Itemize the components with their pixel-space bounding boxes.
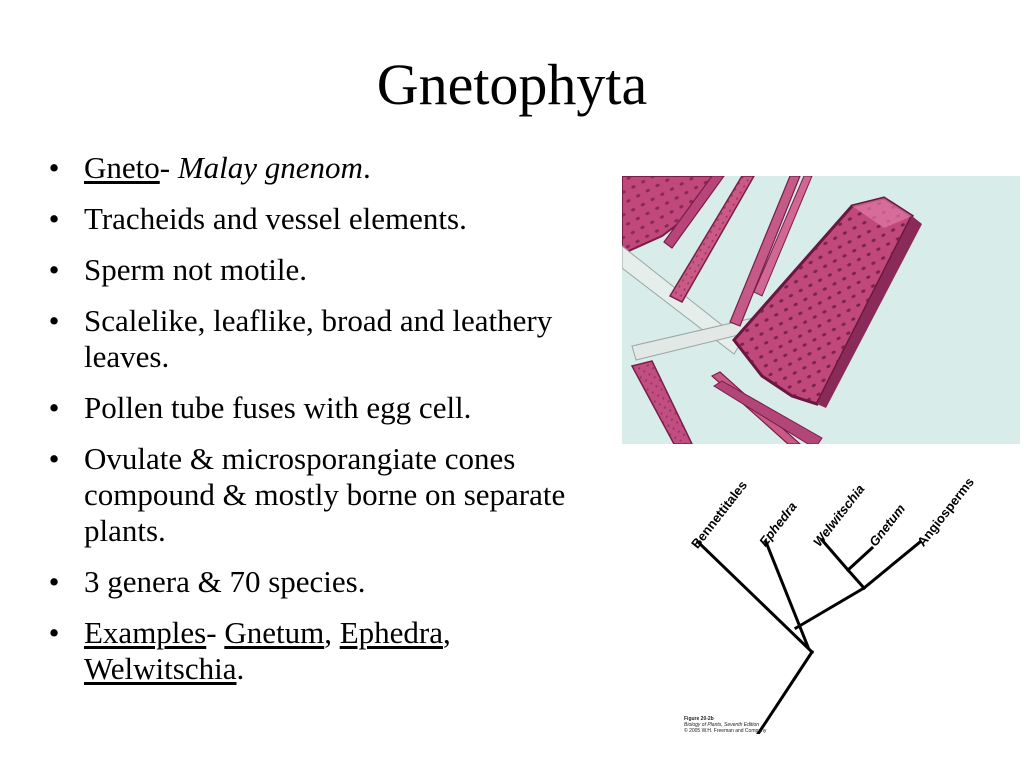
bullet-text: Sperm not motile. xyxy=(84,252,308,287)
taxon-ephedra: Ephedra xyxy=(756,499,800,550)
bullet-genera xyxy=(44,564,624,600)
caption-copyright: © 2005 W.H. Freeman and Company xyxy=(684,728,767,734)
clado-branch-welwitschia xyxy=(822,540,848,570)
figure-caption xyxy=(684,716,804,734)
caption-book: Biology of Plants, Seventh Edition xyxy=(684,722,760,728)
bullet-text: Tracheids and vessel elements. xyxy=(84,201,467,236)
bullet-dot: • xyxy=(48,564,60,599)
period: . xyxy=(236,651,245,686)
example-ephedra: Ephedra xyxy=(339,615,443,650)
cladogram xyxy=(676,452,950,734)
bullet-dot: • xyxy=(48,390,60,425)
bullet-dot: • xyxy=(48,150,60,185)
bullet-dot: • xyxy=(48,303,60,338)
term-gneto: Gneto xyxy=(84,150,160,185)
clado-node-3 xyxy=(848,570,864,588)
bullet-text: 3 genera & 70 species. xyxy=(84,564,366,599)
caption-figure-number: Figure 20-2b xyxy=(684,716,714,722)
bullet-text: Ovulate & microsporangiate cones compound & mostly borne on separate plants. xyxy=(84,441,566,548)
comma: , xyxy=(442,615,451,650)
clado-branch-rest xyxy=(796,588,864,628)
example-welwitschia: Welwitschia xyxy=(84,651,237,686)
taxon-bennettitales: Bennettitales xyxy=(688,477,751,552)
clado-branch-ephedra xyxy=(766,542,808,647)
bullet-dot: • xyxy=(48,615,60,650)
bullet-dot: • xyxy=(48,441,60,476)
bullet-dot: • xyxy=(48,252,60,287)
bullet-tracheids xyxy=(44,201,624,237)
bullet-text: Pollen tube fuses with egg cell. xyxy=(84,390,472,425)
taxon-gnetum: Gnetum xyxy=(866,501,909,550)
example-gnetum: Gnetum xyxy=(224,615,325,650)
vessel-element-micrograph xyxy=(622,176,1020,444)
bullet-cones xyxy=(44,441,624,549)
comma: , xyxy=(324,615,340,650)
separator: - xyxy=(159,150,178,185)
bullet-sperm xyxy=(44,252,624,288)
period: . xyxy=(362,150,371,185)
taxon-angiosperms: Angiosperms xyxy=(914,474,977,550)
separator: - xyxy=(206,615,225,650)
bullet-list xyxy=(44,150,624,702)
slide-title: Gnetophyta xyxy=(376,52,648,117)
examples-label: Examples xyxy=(84,615,207,650)
bullet-leaves xyxy=(44,303,624,375)
malay-origin: Malay gnenom xyxy=(177,150,363,185)
bullet-text: Scalelike, leaflike, broad and leathery leaves. xyxy=(84,303,553,374)
taxon-welwitschia: Welwitschia xyxy=(810,481,868,550)
bullet-pollen xyxy=(44,390,624,426)
clado-branch-gnetum xyxy=(848,548,872,570)
bullet-etymology xyxy=(44,150,624,186)
clado-branch-bennettitales xyxy=(698,542,812,652)
bullet-examples xyxy=(44,615,624,687)
bullet-dot: • xyxy=(48,201,60,236)
